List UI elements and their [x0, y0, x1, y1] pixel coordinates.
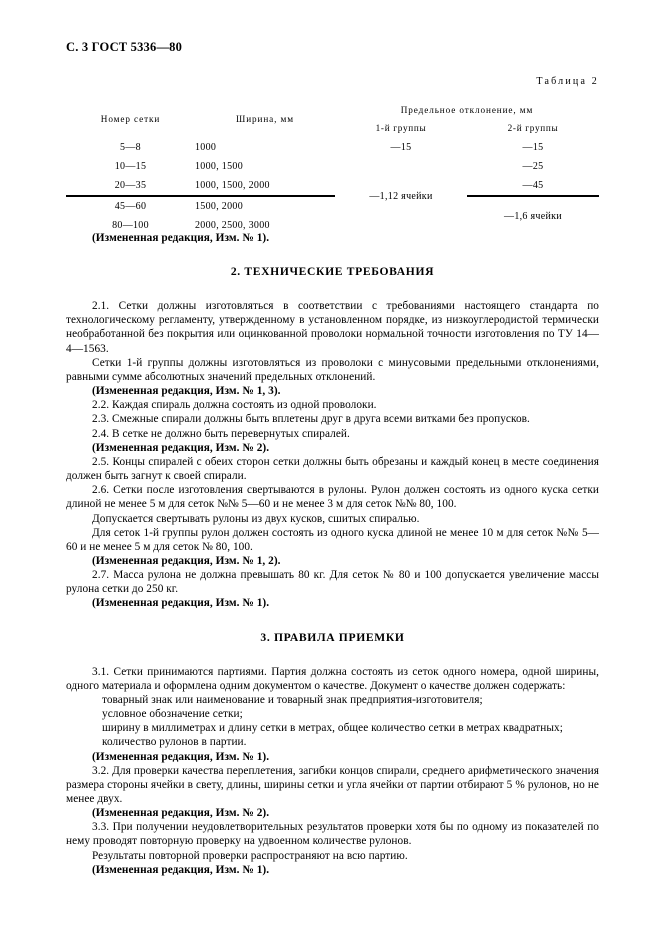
- paragraph-2-1b: Сетки 1-й группы должны изготовляться из проволоки с минусовыми предельными отклонениями, равными сумме абсолютных значений предельных отклонений.: [66, 356, 599, 383]
- note-revision: (Измененная редакция, Изм. № 1).: [92, 232, 270, 244]
- cell-deviation-group-1: —15: [390, 142, 412, 153]
- cell-width: 1000: [195, 142, 217, 153]
- table-row: [66, 138, 599, 157]
- note-revision: (Измененная редакция, Изм. № 1, 3).: [92, 385, 281, 398]
- th-width: Ширина, мм: [236, 114, 294, 125]
- note-revision: (Измененная редакция, Изм. № 2).: [92, 807, 270, 820]
- cell-deviation-group-2: —25: [522, 161, 544, 172]
- paragraph-2-5: 2.5. Концы спиралей с обеих сторон сетки должны быть обрезаны и каждый конец в месте соединения должен быть загнут к своей спирали.: [66, 455, 599, 483]
- list-item: ширину в миллиметрах и длину сетки в метрах, общее количество сетки в метрах квадратных;: [102, 722, 563, 735]
- cell-deviation-group-2-merged: —1,6 ячейки: [504, 210, 562, 222]
- section-heading-3: 3. ПРАВИЛА ПРИЕМКИ: [260, 630, 405, 644]
- cell-width: 1000, 1500, 2000: [195, 176, 335, 196]
- section-heading-2: 2. ТЕХНИЧЕСКИЕ ТРЕБОВАНИЯ: [230, 265, 435, 279]
- cell-deviation-group-1-merged: —1,12 ячейки: [369, 190, 433, 202]
- note-revision: (Измененная редакция, Изм. № 1).: [92, 750, 270, 763]
- cell-grid-number: 5—8: [120, 142, 141, 153]
- th-deviation-group: Предельное отклонение, мм: [400, 104, 534, 115]
- list-item: товарный знак или наименование и товарный знак предприятия-изготовителя;: [102, 693, 483, 706]
- cell-grid-number: 80—100: [112, 220, 149, 231]
- cell-deviation-group-2: —15: [522, 142, 544, 153]
- table-row: [66, 196, 599, 216]
- note-revision: (Измененная редакция, Изм. № 1).: [92, 597, 270, 610]
- paragraph-2-1: 2.1. Сетки должны изготовляться в соответствии с требованиями настоящего стандарта по технологическому регламенту, утвержденному в установленном порядке, из низкоуглеродистой термически необработанной без покрытия или оцинкованной проволоки нормальной точности изготовления по ТУ 14—4—1563.: [66, 300, 599, 355]
- paragraph-3-1: 3.1. Сетки принимаются партиями. Партия должна состоять из сеток одного номера, одной ширины, одного материала и оформлена одним документом о качестве. Документ о качестве должен содержать:: [66, 665, 599, 692]
- paragraph-3-3b: Результаты повторной проверки распространяют на всю партию.: [92, 849, 408, 862]
- list-item: условное обозначение сетки;: [102, 708, 243, 721]
- table-2-wrapper: [66, 102, 599, 235]
- cell-width: 2000, 2500, 3000: [195, 220, 270, 231]
- th-group-2: 2-й группы: [507, 122, 559, 133]
- th-grid-number: Номер сетки: [100, 114, 161, 125]
- list-item: количество рулонов в партии.: [102, 736, 247, 749]
- paragraph-2-2: 2.2. Каждая спираль должна состоять из одной проволоки.: [92, 399, 377, 412]
- table-header-row-1: [66, 102, 599, 119]
- cell-deviation-group-2: —45: [467, 176, 599, 196]
- paragraph-2-3: 2.3. Смежные спирали должны быть вплетены друг в друга всеми витками без пропусков.: [92, 413, 530, 426]
- paragraph-2-4: 2.4. В сетке не должно быть перевернутых спиралей.: [92, 427, 350, 440]
- paragraph-3-2: 3.2. Для проверки качества переплетения, загибки концов спирали, среднего арифметического значения размера стороны ячейки в свету, длины, ширины сетки и угла ячейки от партии отбирают 5 % рулонов, но не менее двух.: [66, 764, 599, 805]
- spacer: [66, 279, 599, 299]
- paragraph-2-6c: Для сеток 1-й группы рулон должен состоять из одного куска длиной не менее 10 м для сеток №№ 5—60 и не менее 5 м для сеток № 80, 100.: [66, 526, 599, 553]
- document-body: [66, 231, 599, 877]
- th-group-1: 1-й группы: [375, 122, 427, 133]
- spacer: [66, 611, 599, 631]
- cell-width: 1500, 2000: [195, 201, 243, 212]
- paragraph-2-6: 2.6. Сетки после изготовления свертываются в рулоны. Рулон должен состоять из одного куска сетки длиной не менее 5 м для сеток №№ 5—60 и не менее 3 м для сеток №№ 80, 100.: [66, 484, 599, 511]
- paragraph-2-7: 2.7. Масса рулона не должна превышать 80 кг. Для сеток № 80 и 100 допускается увеличение массы рулона сетки до 250 кг.: [66, 569, 599, 596]
- table-2: [66, 102, 599, 235]
- paragraph-3-3: 3.3. При получении неудовлетворительных результатов проверки хотя бы по одному из показателей по нему проводят повторную проверку на удвоенном количестве рулонов.: [66, 821, 599, 848]
- cell-grid-number: 20—35: [66, 176, 195, 196]
- spacer: [66, 245, 599, 265]
- cell-grid-number: 45—60: [114, 201, 147, 212]
- running-head: С. 3 ГОСТ 5336—80: [66, 40, 183, 54]
- note-revision: (Измененная редакция, Изм. № 2).: [92, 441, 270, 454]
- cell-width: 1000, 1500: [195, 161, 243, 172]
- table-caption: Таблица 2: [536, 76, 599, 87]
- note-revision: (Измененная редакция, Изм. № 1, 2).: [92, 554, 281, 567]
- note-revision: (Измененная редакция, Изм. № 1).: [92, 863, 270, 876]
- table-row: [66, 157, 599, 176]
- table-row: [66, 176, 599, 196]
- spacer: [66, 645, 599, 665]
- cell-grid-number: 10—15: [114, 161, 147, 172]
- paragraph-2-6b: Допускается свертывать рулоны из двух кусков, сшитых спиралью.: [92, 512, 420, 525]
